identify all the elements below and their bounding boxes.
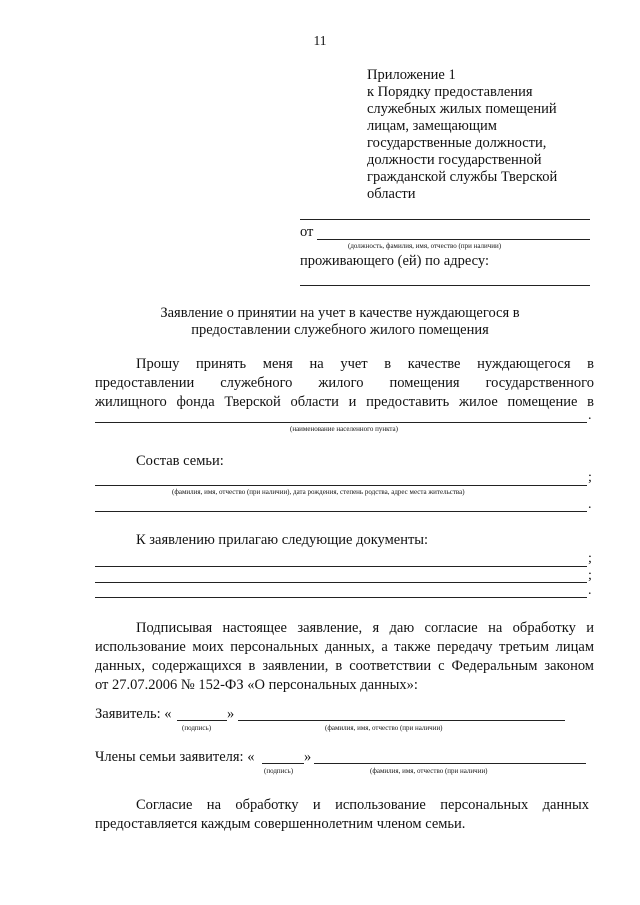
family-members-signature-line[interactable] bbox=[262, 763, 304, 764]
consent-line-4: от 27.07.2006 № 152-ФЗ «О персональных данных»: bbox=[95, 677, 418, 693]
title-line: Заявление о принятии на учет в качестве нуждающегося в bbox=[160, 305, 520, 321]
family-members-signature-hint: (подпись) bbox=[264, 767, 294, 775]
documents-field-line-3[interactable] bbox=[95, 597, 587, 598]
title-line: предоставлении служебного жилого помещения bbox=[191, 322, 489, 338]
appendix-line: к Порядку предоставления bbox=[367, 84, 533, 100]
appendix-line: служебных жилых помещений bbox=[367, 101, 557, 117]
appendix-line: государственные должности, bbox=[367, 135, 547, 151]
consent-line-3: данных, содержащихся в заявлении, в соответствии с Федеральным законом bbox=[95, 658, 594, 674]
request-line-3: жилищного фонда Тверской области и предоставить жилое помещение в bbox=[95, 394, 594, 410]
settlement-field-line[interactable] bbox=[95, 422, 587, 423]
addressee-blank-line[interactable] bbox=[300, 219, 590, 220]
request-period: . bbox=[588, 408, 592, 423]
family-field-line-1[interactable] bbox=[95, 485, 587, 486]
document-title bbox=[0, 305, 640, 339]
request-line-1: Прошу принять меня на учет в качестве нуждающегося в bbox=[136, 356, 594, 372]
documents-heading: К заявлению прилагаю следующие документы: bbox=[136, 532, 429, 548]
from-field-line[interactable] bbox=[317, 239, 590, 240]
applicant-close-quote: » bbox=[227, 706, 235, 722]
settlement-hint: (наименование населенного пункта) bbox=[290, 425, 398, 433]
residing-label: проживающего (ей) по адресу: bbox=[300, 253, 489, 269]
family-hint: (фамилия, имя, отчество (при наличии), дата рождения, степень родства, адрес места жительства) bbox=[172, 488, 465, 496]
documents-end-2: ; bbox=[588, 568, 592, 583]
request-line-2: предоставлении служебного жилого помещения государственного bbox=[95, 375, 594, 391]
family-semicolon: ; bbox=[588, 470, 592, 485]
documents-field-line-1[interactable] bbox=[95, 566, 587, 567]
family-members-label: Члены семьи заявителя: « bbox=[95, 749, 255, 765]
appendix-line: гражданской службы Тверской bbox=[367, 169, 558, 185]
family-members-close-quote: » bbox=[304, 749, 312, 765]
page-number: 11 bbox=[313, 33, 327, 48]
applicant-signature-line[interactable] bbox=[177, 720, 227, 721]
from-hint: (должность, фамилия, имя, отчество (при наличии) bbox=[348, 242, 502, 250]
from-label: от bbox=[300, 224, 314, 240]
family-heading: Состав семьи: bbox=[136, 453, 224, 469]
appendix-line: должности государственной bbox=[367, 152, 542, 168]
consent-line-1: Подписывая настоящее заявление, я даю согласие на обработку и bbox=[136, 620, 594, 636]
applicant-signature-hint: (подпись) bbox=[182, 724, 212, 732]
footer-note-line-1: Согласие на обработку и использование персональных данных bbox=[136, 797, 589, 813]
consent-line-2: использование моих персональных данных, а также передачу третьим лицам bbox=[95, 639, 594, 655]
applicant-name-line[interactable] bbox=[238, 720, 565, 721]
appendix-line: Приложение 1 bbox=[367, 67, 456, 83]
appendix-line: лицам, замещающим bbox=[367, 118, 497, 134]
documents-end-1: ; bbox=[588, 551, 592, 566]
family-field-line-2[interactable] bbox=[95, 511, 587, 512]
family-members-name-line[interactable] bbox=[314, 763, 586, 764]
footer-note-line-2: предоставляется каждым совершеннолетним членом семьи. bbox=[95, 816, 466, 832]
documents-field-line-2[interactable] bbox=[95, 582, 587, 583]
applicant-name-hint: (фамилия, имя, отчество (при наличии) bbox=[325, 724, 443, 732]
family-members-name-hint: (фамилия, имя, отчество (при наличии) bbox=[370, 767, 488, 775]
address-field-line[interactable] bbox=[300, 285, 590, 286]
documents-end-3: . bbox=[588, 583, 592, 598]
family-period: . bbox=[588, 497, 592, 512]
applicant-label: Заявитель: « bbox=[95, 706, 172, 722]
appendix-line: области bbox=[367, 186, 416, 202]
appendix-block bbox=[367, 67, 627, 203]
